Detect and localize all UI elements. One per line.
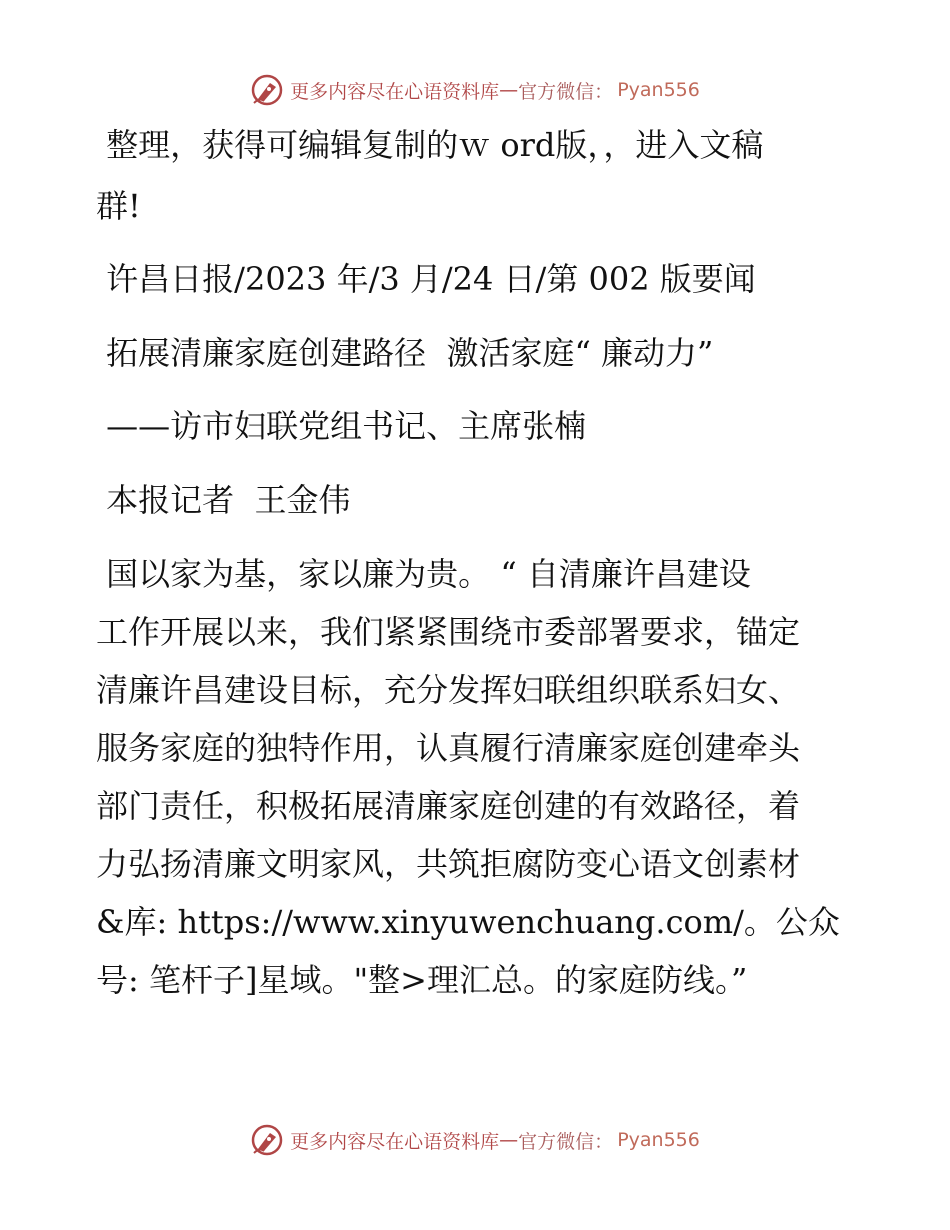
body-line: 号: 笔杆子]星域。"整>理汇总。的家庭防线。” (96, 961, 748, 999)
source-line: 许昌日报/2023 年/3 月/24 日/第 002 版要闻 (96, 260, 756, 298)
body-line: 工作开展以来，我们紧紧围绕市委部署要求，锚定 (96, 613, 801, 651)
intro-line-1: 整理，获得可编辑复制的ｗ ord版，，进入文稿 (96, 126, 764, 164)
body-line: 部门责任，积极拓展清廉家庭创建的有效路径，着 (96, 787, 801, 825)
banner-official-text: 官方微信： (518, 1130, 614, 1153)
banner-site-text: 更多内容尽在心语资料库 (290, 1130, 500, 1153)
banner-wechat-id: Pyan556 (617, 1129, 700, 1151)
byline: 本报记者 王金伟 (96, 481, 351, 519)
banner-dash: — (499, 79, 519, 101)
body-line: 国以家为基，家以廉为贵。 “ 自清廉许昌建设 (96, 555, 751, 593)
banner-site-text: 更多内容尽在心语资料库 (290, 80, 500, 103)
footer-banner (0, 1118, 950, 1162)
banner-official-text: 官方微信： (518, 80, 614, 103)
body-line: 力弘扬清廉文明家风，共筑拒腐防变心语文创素材 (96, 845, 801, 883)
header-banner (0, 68, 950, 112)
banner-dash: — (499, 1129, 519, 1151)
subheadline: ——访市妇联党组书记、主席张楠 (96, 407, 587, 445)
body-line: 服务家庭的独特作用，认真履行清廉家庭创建牵头 (96, 729, 801, 767)
intro-line-2: 群! (96, 187, 141, 225)
pen-nib-circle-icon (250, 73, 284, 107)
headline: 拓展清廉家庭创建路径 激活家庭“ 廉动力” (96, 334, 714, 372)
pen-nib-circle-icon (250, 1123, 284, 1157)
banner-wechat-id: Pyan556 (617, 79, 700, 101)
body-line: &库: https://www.xinyuwenchuang.com/。公众 (96, 903, 840, 941)
body-line: 清廉许昌建设目标，充分发挥妇联组织联系妇女、 (96, 671, 801, 709)
